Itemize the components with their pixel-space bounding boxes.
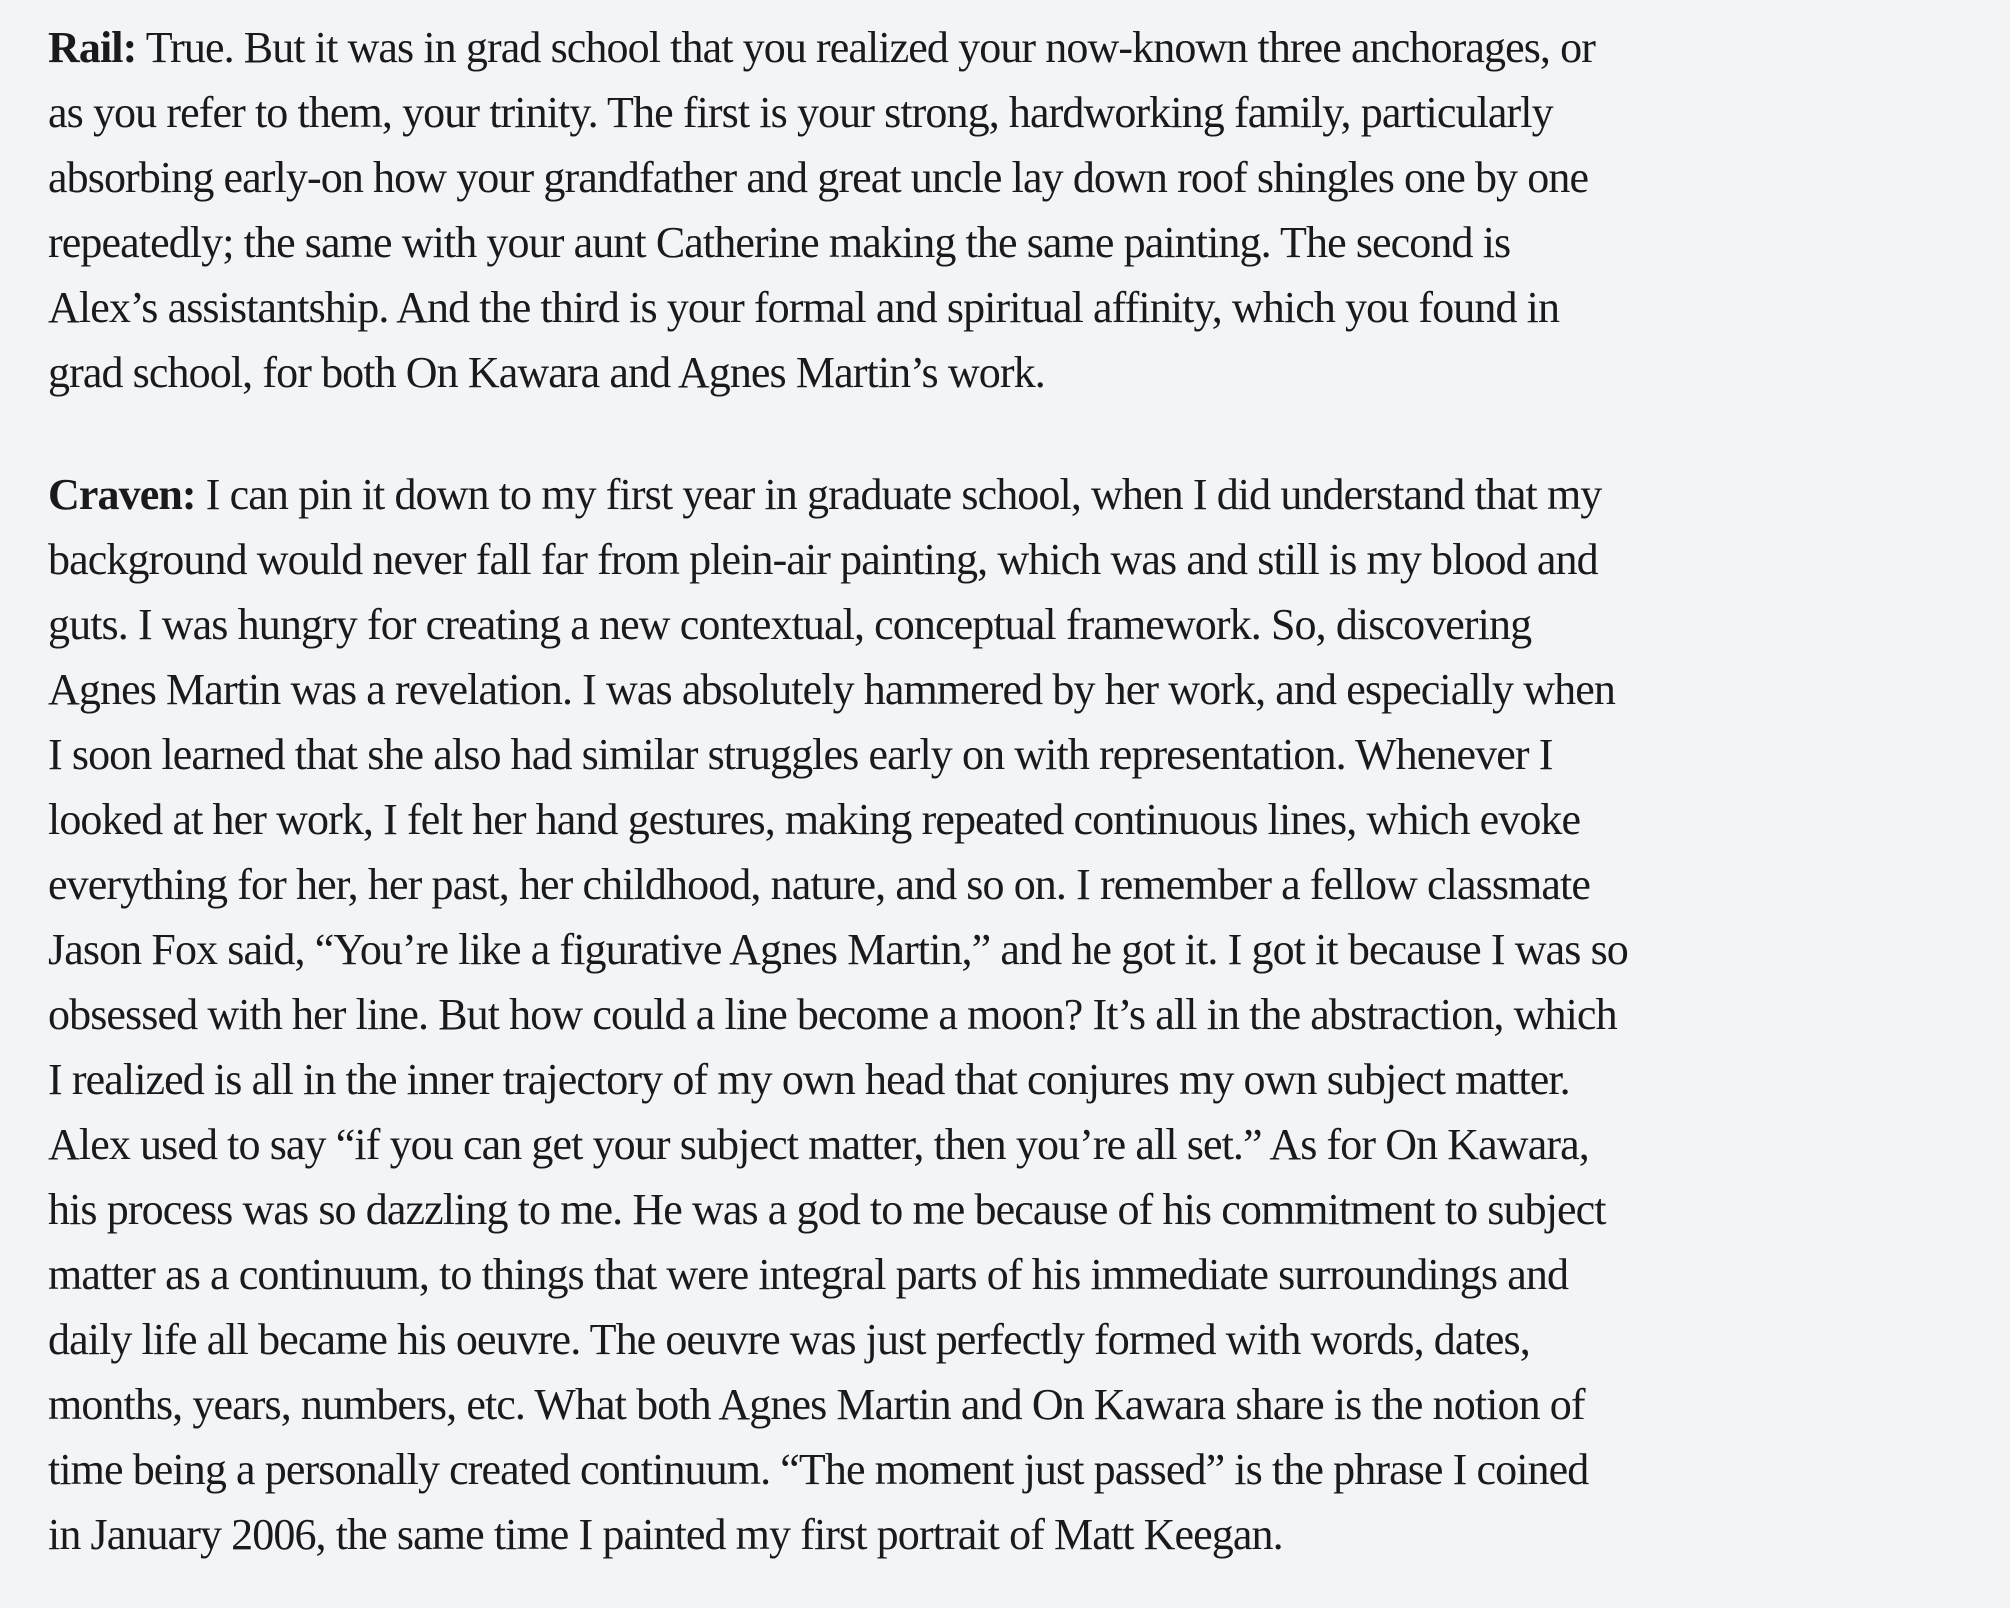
text-line: Jason Fox said, “You’re like a figurative Agnes Martin,” and he got it. I got it because I was so (48, 925, 1628, 974)
text-line: everything for her, her past, her childhood, nature, and so on. I remember a fellow classmate (48, 860, 1590, 909)
text-line: time being a personally created continuum. “The moment just passed” is the phrase I coined (48, 1445, 1589, 1494)
text-line: I realized is all in the inner trajectory of my own head that conjures my own subject matter. (48, 1055, 1570, 1104)
speaker-label: Craven: (48, 470, 196, 519)
text-line: obsessed with her line. But how could a line become a moon? It’s all in the abstraction, which (48, 990, 1617, 1039)
text-line: repeatedly; the same with your aunt Catherine making the same painting. The second is (48, 218, 1511, 267)
speaker-label: Rail: (48, 23, 137, 72)
paragraph-craven (48, 462, 1974, 1567)
text-line: Rail: True. But it was in grad school that you realized your now-known three anchorages, or (48, 23, 1595, 72)
text-line: Alex used to say “if you can get your subject matter, then you’re all set.” As for On Kawara, (48, 1120, 1589, 1169)
text-line: looked at her work, I felt her hand gestures, making repeated continuous lines, which evoke (48, 795, 1581, 844)
text-line: background would never fall far from plein-air painting, which was and still is my blood and (48, 535, 1598, 584)
text-line: months, years, numbers, etc. What both Agnes Martin and On Kawara share is the notion of (48, 1380, 1585, 1429)
text-line: I soon learned that she also had similar struggles early on with representation. Whenever I (48, 730, 1553, 779)
text-line: as you refer to them, your trinity. The first is your strong, hardworking family, particularly (48, 88, 1553, 137)
text-line: in January 2006, the same time I painted my first portrait of Matt Keegan. (48, 1510, 1283, 1559)
paragraph-rail (48, 15, 1974, 405)
text-line: Craven: I can pin it down to my first year in graduate school, when I did understand that my (48, 470, 1602, 519)
text-line: matter as a continuum, to things that were integral parts of his immediate surroundings and (48, 1250, 1569, 1299)
text-line: absorbing early-on how your grandfather and great uncle lay down roof shingles one by one (48, 153, 1589, 202)
text-line: grad school, for both On Kawara and Agnes Martin’s work. (48, 348, 1045, 397)
text-line: Agnes Martin was a revelation. I was absolutely hammered by her work, and especially when (48, 665, 1615, 714)
text-line: his process was so dazzling to me. He was a god to me because of his commitment to subject (48, 1185, 1606, 1234)
text-line: guts. I was hungry for creating a new contextual, conceptual framework. So, discovering (48, 600, 1532, 649)
text-line: daily life all became his oeuvre. The oeuvre was just perfectly formed with words, dates, (48, 1315, 1530, 1364)
text-line: Alex’s assistantship. And the third is your formal and spiritual affinity, which you found in (48, 283, 1560, 332)
